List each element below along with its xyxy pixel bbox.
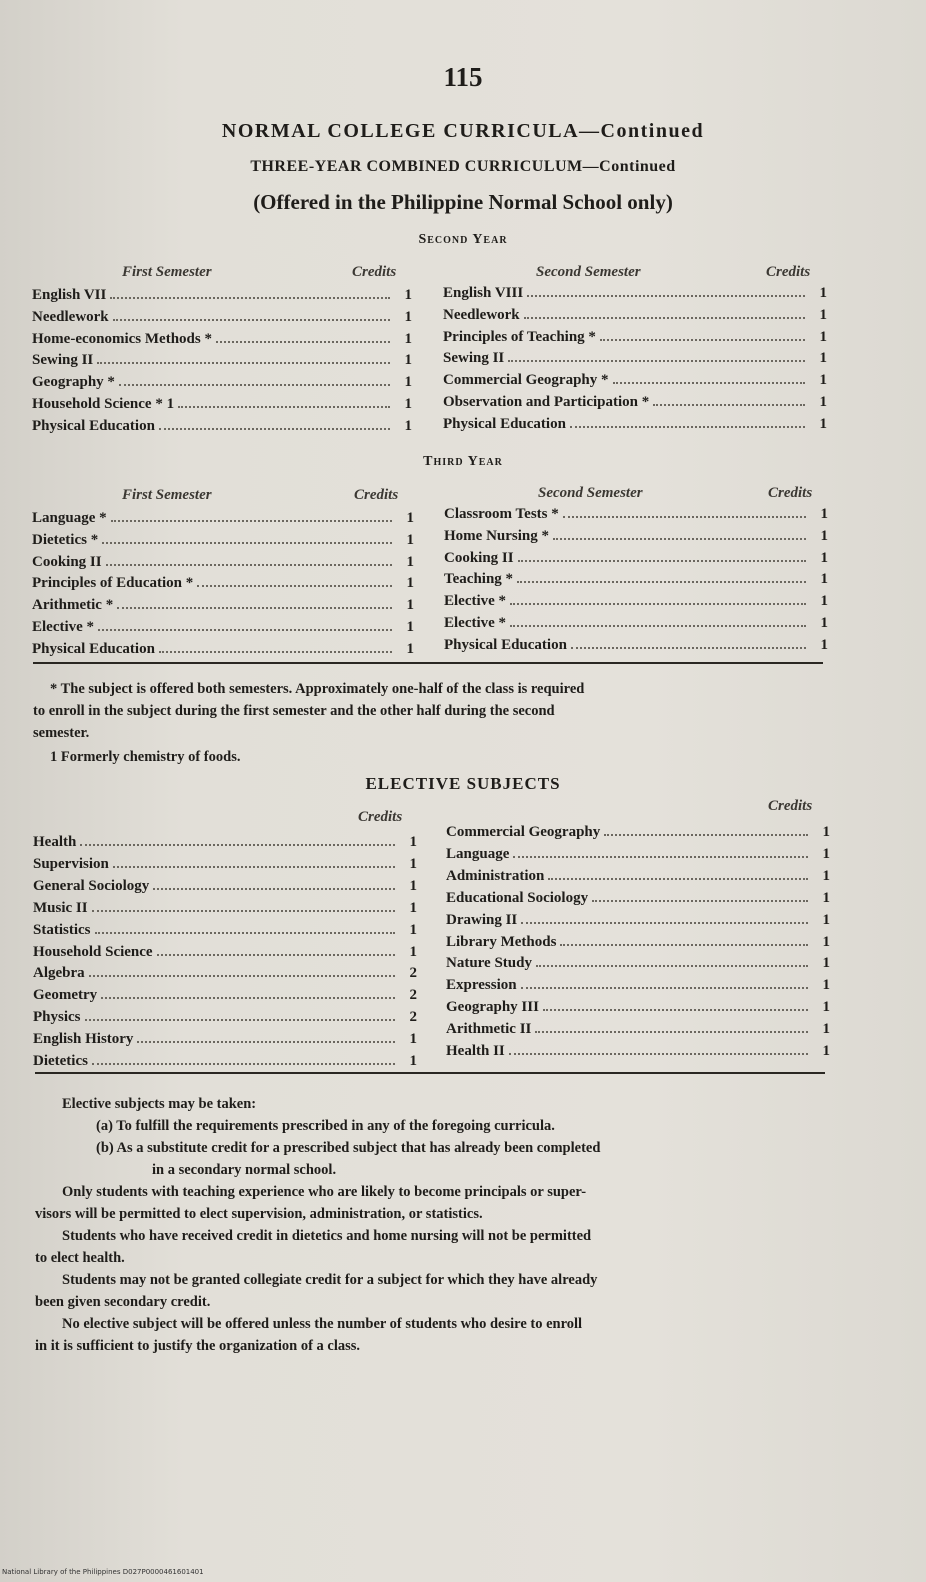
elective-right-leader-dots: [535, 1030, 808, 1033]
third-year-first-subject: Cooking II: [32, 553, 102, 570]
second-year-second-credits: 1: [819, 415, 827, 432]
third-year-first-row: [32, 641, 414, 663]
footer-credit: National Library of the Philippines D027P0000461601401: [2, 1568, 204, 1576]
third-year-first-row: [32, 597, 414, 619]
elective-left-subject: Statistics: [33, 921, 91, 938]
elective-right-row: [446, 1043, 830, 1065]
elective-left-leader-dots: [101, 996, 395, 999]
second-year-second-leader-dots: [527, 294, 805, 297]
elective-right-subject: Library Methods: [446, 933, 557, 950]
third-year-second-subject: Home Nursing *: [444, 527, 549, 544]
elective-left-credits: 1: [409, 834, 417, 850]
elective-right-row: [446, 977, 830, 999]
elective-right-subject: Commercial Geography: [446, 824, 601, 840]
second-year-second-row: [443, 416, 827, 438]
second-year-first-subject: Needlework: [32, 308, 109, 325]
elective-right-subject: Health II: [446, 1043, 505, 1059]
third-year-second-leader-dots: [518, 559, 806, 562]
footnote-star-line3: semester.: [33, 725, 90, 741]
second-year-first-subject: English VII: [32, 287, 107, 303]
second-year-first-row: [32, 287, 412, 309]
page-title: NORMAL COLLEGE CURRICULA—Continued: [221, 120, 705, 142]
second-year-first-subject: Sewing II: [32, 352, 94, 369]
third-year-second-leader-dots: [563, 515, 806, 518]
elective-right-subject: Educational Sociology: [446, 889, 589, 906]
rules-line-10: been given secondary credit.: [35, 1294, 211, 1310]
elective-left-row: [33, 856, 417, 878]
third-year-second-credits: 1: [820, 593, 828, 610]
elective-right-credits: 1: [822, 889, 830, 906]
third-year-first-subject: Arithmetic *: [32, 597, 114, 614]
elective-left-credits: 1: [409, 1031, 417, 1048]
second-year-second-semester-label: Second Semester: [536, 264, 641, 280]
rules-line-12: in it is sufficient to justify the organization of a class.: [35, 1338, 361, 1354]
elective-right-credits: 1: [822, 955, 830, 972]
rules-line-3: (b) As a substitute credit for a prescribed subject that has already been completed: [96, 1140, 601, 1156]
third-year-first-credits: 1: [406, 619, 414, 635]
second-year-second-credits: 1: [819, 285, 827, 301]
third-year-first-row: [32, 532, 414, 554]
second-year-first-leader-dots: [110, 296, 390, 299]
third-year-second-credits-label: Credits: [768, 485, 813, 501]
second-year-first-credits: 1: [404, 287, 412, 303]
rules-line-11: No elective subject will be offered unless the number of students who desire to enroll: [62, 1316, 583, 1332]
elective-left-row: [33, 834, 417, 856]
elective-right-leader-dots: [509, 1052, 808, 1055]
third-year-first-credits: 1: [406, 531, 414, 548]
elective-left-subject: Dietetics: [33, 1053, 88, 1069]
elective-left-row: [33, 965, 417, 987]
elective-left-subject: Health: [33, 834, 77, 850]
elective-left-subject: Physics: [33, 1009, 81, 1026]
second-year-first-row: [32, 352, 412, 374]
second-year-first-leader-dots: [113, 318, 390, 321]
third-year-first-subject: Principles of Education *: [32, 575, 194, 592]
second-year-second-row: [443, 394, 827, 416]
second-year-first-credits: 1: [404, 352, 412, 369]
second-year-first-subject: Home-economics Methods *: [32, 330, 212, 347]
third-year-first-subject: Elective *: [32, 619, 95, 635]
elective-left-leader-dots: [92, 1062, 395, 1065]
second-year-first-credits: 1: [404, 308, 412, 325]
third-year-second-leader-dots: [510, 602, 806, 605]
footnote-star-line2: to enroll in the subject during the first semester and the other half during the second: [33, 703, 555, 719]
elective-right-leader-dots: [548, 877, 808, 880]
third-year-first-semester-label: First Semester: [122, 487, 212, 503]
second-year-first-semester-label: First Semester: [122, 264, 212, 280]
footnote-star-line1: * The subject is offered both semesters. Approximately one-half of the class is required: [50, 681, 585, 697]
third-year-first-subject: Dietetics *: [32, 531, 99, 548]
third-year-first-leader-dots: [106, 563, 392, 566]
elective-right-credits: 1: [822, 1043, 830, 1059]
second-year-second-credits: 1: [819, 394, 827, 410]
second-year-second-subject: Principles of Teaching *: [443, 328, 596, 345]
elective-right-subject: Administration: [446, 867, 545, 884]
second-year-second-leader-dots: [570, 425, 805, 428]
third-year-second-leader-dots: [571, 646, 806, 649]
rules-line-5: Only students with teaching experience who are likely to become principals or super-: [62, 1184, 587, 1200]
electives-heading: ELECTIVE SUBJECTS: [365, 774, 561, 793]
third-year-second-row: [444, 637, 828, 659]
elective-right-row: [446, 912, 830, 934]
second-year-first-leader-dots: [216, 340, 390, 343]
table-divider: [33, 662, 823, 664]
second-year-second-subject: Needlework: [443, 306, 520, 323]
elective-right-credits: 1: [822, 977, 830, 994]
third-year-first-credits: 1: [406, 597, 414, 614]
elective-left-leader-dots: [157, 953, 395, 956]
third-year-second-subject: Teaching *: [444, 571, 514, 588]
second-year-heading: Second Year: [418, 232, 508, 247]
second-year-second-subject: Sewing II: [443, 350, 505, 367]
elective-right-leader-dots: [521, 921, 808, 924]
elective-left-subject: General Sociology: [33, 877, 150, 894]
elective-right-credits: 1: [822, 867, 830, 884]
second-year-first-leader-dots: [119, 383, 390, 386]
third-year-second-subject: Cooking II: [444, 549, 514, 566]
elective-left-row: [33, 987, 417, 1009]
rules-line-7: Students who have received credit in dietetics and home nursing will not be permitted: [62, 1228, 592, 1244]
elective-right-credits: 1: [822, 933, 830, 950]
third-year-second-row: [444, 506, 828, 528]
elective-right-row: [446, 824, 830, 846]
third-year-second-leader-dots: [510, 624, 806, 627]
elective-left-row: [33, 900, 417, 922]
page-subtitle: THREE-YEAR COMBINED CURRICULUM—Continued: [250, 158, 676, 175]
second-year-second-subject: Physical Education: [443, 415, 566, 432]
elective-left-credits: 2: [409, 1009, 417, 1026]
second-year-second-leader-dots: [600, 338, 805, 341]
third-year-second-row: [444, 571, 828, 593]
elective-right-leader-dots: [543, 1008, 808, 1011]
second-year-first-row: [32, 331, 412, 353]
elective-left-credits: 1: [409, 943, 417, 960]
third-year-second-row: [444, 550, 828, 572]
third-year-first-credits: 1: [406, 575, 414, 592]
second-year-first-leader-dots: [178, 405, 390, 408]
third-year-first-credits-label: Credits: [354, 487, 399, 503]
second-year-first-row: [32, 418, 412, 440]
elective-right-leader-dots: [513, 855, 808, 858]
third-year-first-row: [32, 575, 414, 597]
third-year-first-credits: 1: [406, 640, 414, 657]
elective-left-leader-dots: [113, 865, 395, 868]
elective-left-credits: 1: [409, 877, 417, 894]
second-year-second-subject: English VIII: [443, 285, 524, 301]
third-year-second-subject: Physical Education: [444, 636, 567, 653]
elective-right-row: [446, 955, 830, 977]
third-year-second-leader-dots: [553, 537, 806, 540]
second-year-second-credits-label: Credits: [766, 264, 811, 280]
rules-line-1: Elective subjects may be taken:: [62, 1096, 257, 1112]
third-year-second-subject: Classroom Tests *: [444, 506, 559, 522]
second-year-first-credits: 1: [404, 374, 412, 391]
second-year-first-credits: 1: [404, 417, 412, 434]
elective-right-subject: Arithmetic II: [446, 1021, 532, 1038]
elective-right-row: [446, 934, 830, 956]
third-year-heading: Third Year: [423, 454, 503, 469]
third-year-second-credits: 1: [820, 571, 828, 588]
elective-left-row: [33, 1009, 417, 1031]
second-year-first-subject: Physical Education: [32, 417, 155, 434]
electives-divider: [35, 1072, 825, 1074]
second-year-second-credits: 1: [819, 350, 827, 367]
elective-right-credits: 1: [822, 845, 830, 862]
elective-left-leader-dots: [89, 974, 395, 977]
third-year-first-leader-dots: [117, 606, 392, 609]
second-year-second-subject: Commercial Geography *: [443, 372, 609, 389]
elective-right-row: [446, 868, 830, 890]
elective-left-row: [33, 1031, 417, 1053]
third-year-first-leader-dots: [197, 584, 392, 587]
second-year-second-credits: 1: [819, 372, 827, 389]
electives-right-credits-label: Credits: [768, 798, 813, 814]
elective-left-leader-dots: [95, 931, 396, 934]
rules-line-6: visors will be permitted to elect supervision, administration, or statistics.: [35, 1206, 483, 1222]
elective-right-leader-dots: [604, 833, 808, 836]
elective-right-credits: 1: [822, 999, 830, 1016]
elective-left-credits: 1: [409, 1053, 417, 1069]
elective-left-subject: Music II: [33, 899, 88, 916]
third-year-second-subject: Elective *: [444, 615, 507, 631]
elective-left-leader-dots: [85, 1018, 395, 1021]
elective-left-subject: English History: [33, 1031, 134, 1048]
elective-left-leader-dots: [80, 843, 395, 846]
elective-left-row: [33, 922, 417, 944]
elective-left-subject: Supervision: [33, 855, 109, 872]
second-year-first-credits: 1: [404, 330, 412, 347]
elective-left-credits: 2: [409, 987, 417, 1004]
elective-left-row: [33, 944, 417, 966]
third-year-first-credits: 1: [406, 510, 414, 526]
elective-right-credits: 1: [822, 911, 830, 928]
elective-right-subject: Expression: [446, 977, 517, 994]
electives-left-credits-label: Credits: [358, 809, 403, 825]
third-year-second-row: [444, 615, 828, 637]
third-year-first-leader-dots: [102, 541, 392, 544]
second-year-first-row: [32, 309, 412, 331]
third-year-second-row: [444, 593, 828, 615]
third-year-first-leader-dots: [98, 628, 392, 631]
elective-left-leader-dots: [137, 1040, 395, 1043]
elective-right-credits: 1: [822, 1021, 830, 1038]
third-year-first-row: [32, 619, 414, 641]
elective-right-leader-dots: [560, 943, 808, 946]
second-year-second-subject: Observation and Participation *: [443, 394, 650, 410]
elective-right-subject: Nature Study: [446, 955, 532, 972]
second-year-first-leader-dots: [159, 427, 390, 430]
second-year-second-row: [443, 350, 827, 372]
third-year-second-credits: 1: [820, 549, 828, 566]
elective-left-credits: 2: [409, 965, 417, 982]
elective-right-leader-dots: [536, 964, 808, 967]
second-year-first-row: [32, 396, 412, 418]
elective-right-row: [446, 1021, 830, 1043]
third-year-second-row: [444, 528, 828, 550]
second-year-second-leader-dots: [653, 403, 805, 406]
second-year-second-row: [443, 372, 827, 394]
second-year-first-subject: Geography *: [32, 374, 115, 391]
third-year-second-subject: Elective *: [444, 593, 507, 610]
third-year-first-leader-dots: [159, 650, 392, 653]
elective-right-subject: Language: [446, 845, 510, 862]
second-year-first-credits-label: Credits: [352, 264, 397, 280]
elective-right-subject: Drawing II: [446, 911, 518, 928]
rules-line-9: Students may not be granted collegiate credit for a subject for which they have already: [62, 1272, 598, 1288]
elective-left-subject: Household Science: [33, 943, 153, 960]
rules-line-2: (a) To fulfill the requirements prescribed in any of the foregoing curricula.: [96, 1118, 555, 1134]
third-year-first-subject: Physical Education: [32, 640, 155, 657]
third-year-first-subject: Language *: [32, 510, 107, 526]
second-year-second-credits: 1: [819, 306, 827, 323]
second-year-first-credits: 1: [404, 396, 412, 412]
third-year-second-leader-dots: [517, 580, 806, 583]
elective-left-credits: 1: [409, 855, 417, 872]
second-year-second-leader-dots: [524, 316, 805, 319]
elective-left-subject: Algebra: [33, 965, 85, 982]
elective-left-row: [33, 878, 417, 900]
rules-line-8: to elect health.: [35, 1250, 125, 1266]
second-year-second-row: [443, 285, 827, 307]
elective-right-row: [446, 846, 830, 868]
second-year-second-leader-dots: [613, 381, 805, 384]
third-year-second-credits: 1: [820, 636, 828, 653]
second-year-second-row: [443, 307, 827, 329]
elective-left-subject: Geometry: [33, 987, 98, 1004]
third-year-second-semester-label: Second Semester: [538, 485, 643, 501]
second-year-second-row: [443, 329, 827, 351]
elective-right-row: [446, 999, 830, 1021]
elective-left-credits: 1: [409, 921, 417, 938]
elective-right-subject: Geography III: [446, 999, 539, 1016]
elective-left-leader-dots: [153, 887, 395, 890]
second-year-first-leader-dots: [97, 361, 390, 364]
second-year-first-row: [32, 374, 412, 396]
third-year-second-credits: 1: [820, 527, 828, 544]
third-year-second-credits: 1: [820, 615, 828, 631]
rules-line-4: in a secondary normal school.: [152, 1162, 337, 1178]
third-year-second-credits: 1: [820, 506, 828, 522]
second-year-first-subject: Household Science * 1: [32, 396, 175, 412]
third-year-first-row: [32, 554, 414, 576]
elective-right-credits: 1: [822, 824, 830, 840]
elective-right-leader-dots: [592, 899, 808, 902]
page-note: (Offered in the Philippine Normal School only): [253, 190, 673, 214]
elective-right-row: [446, 890, 830, 912]
second-year-second-credits: 1: [819, 328, 827, 345]
elective-left-leader-dots: [92, 909, 395, 912]
third-year-first-row: [32, 510, 414, 532]
second-year-second-leader-dots: [508, 359, 805, 362]
third-year-first-credits: 1: [406, 553, 414, 570]
third-year-first-leader-dots: [111, 519, 392, 522]
elective-left-credits: 1: [409, 899, 417, 916]
page-number: 115: [443, 62, 483, 92]
footnote-one: 1 Formerly chemistry of foods.: [50, 749, 241, 765]
elective-right-leader-dots: [521, 986, 808, 989]
